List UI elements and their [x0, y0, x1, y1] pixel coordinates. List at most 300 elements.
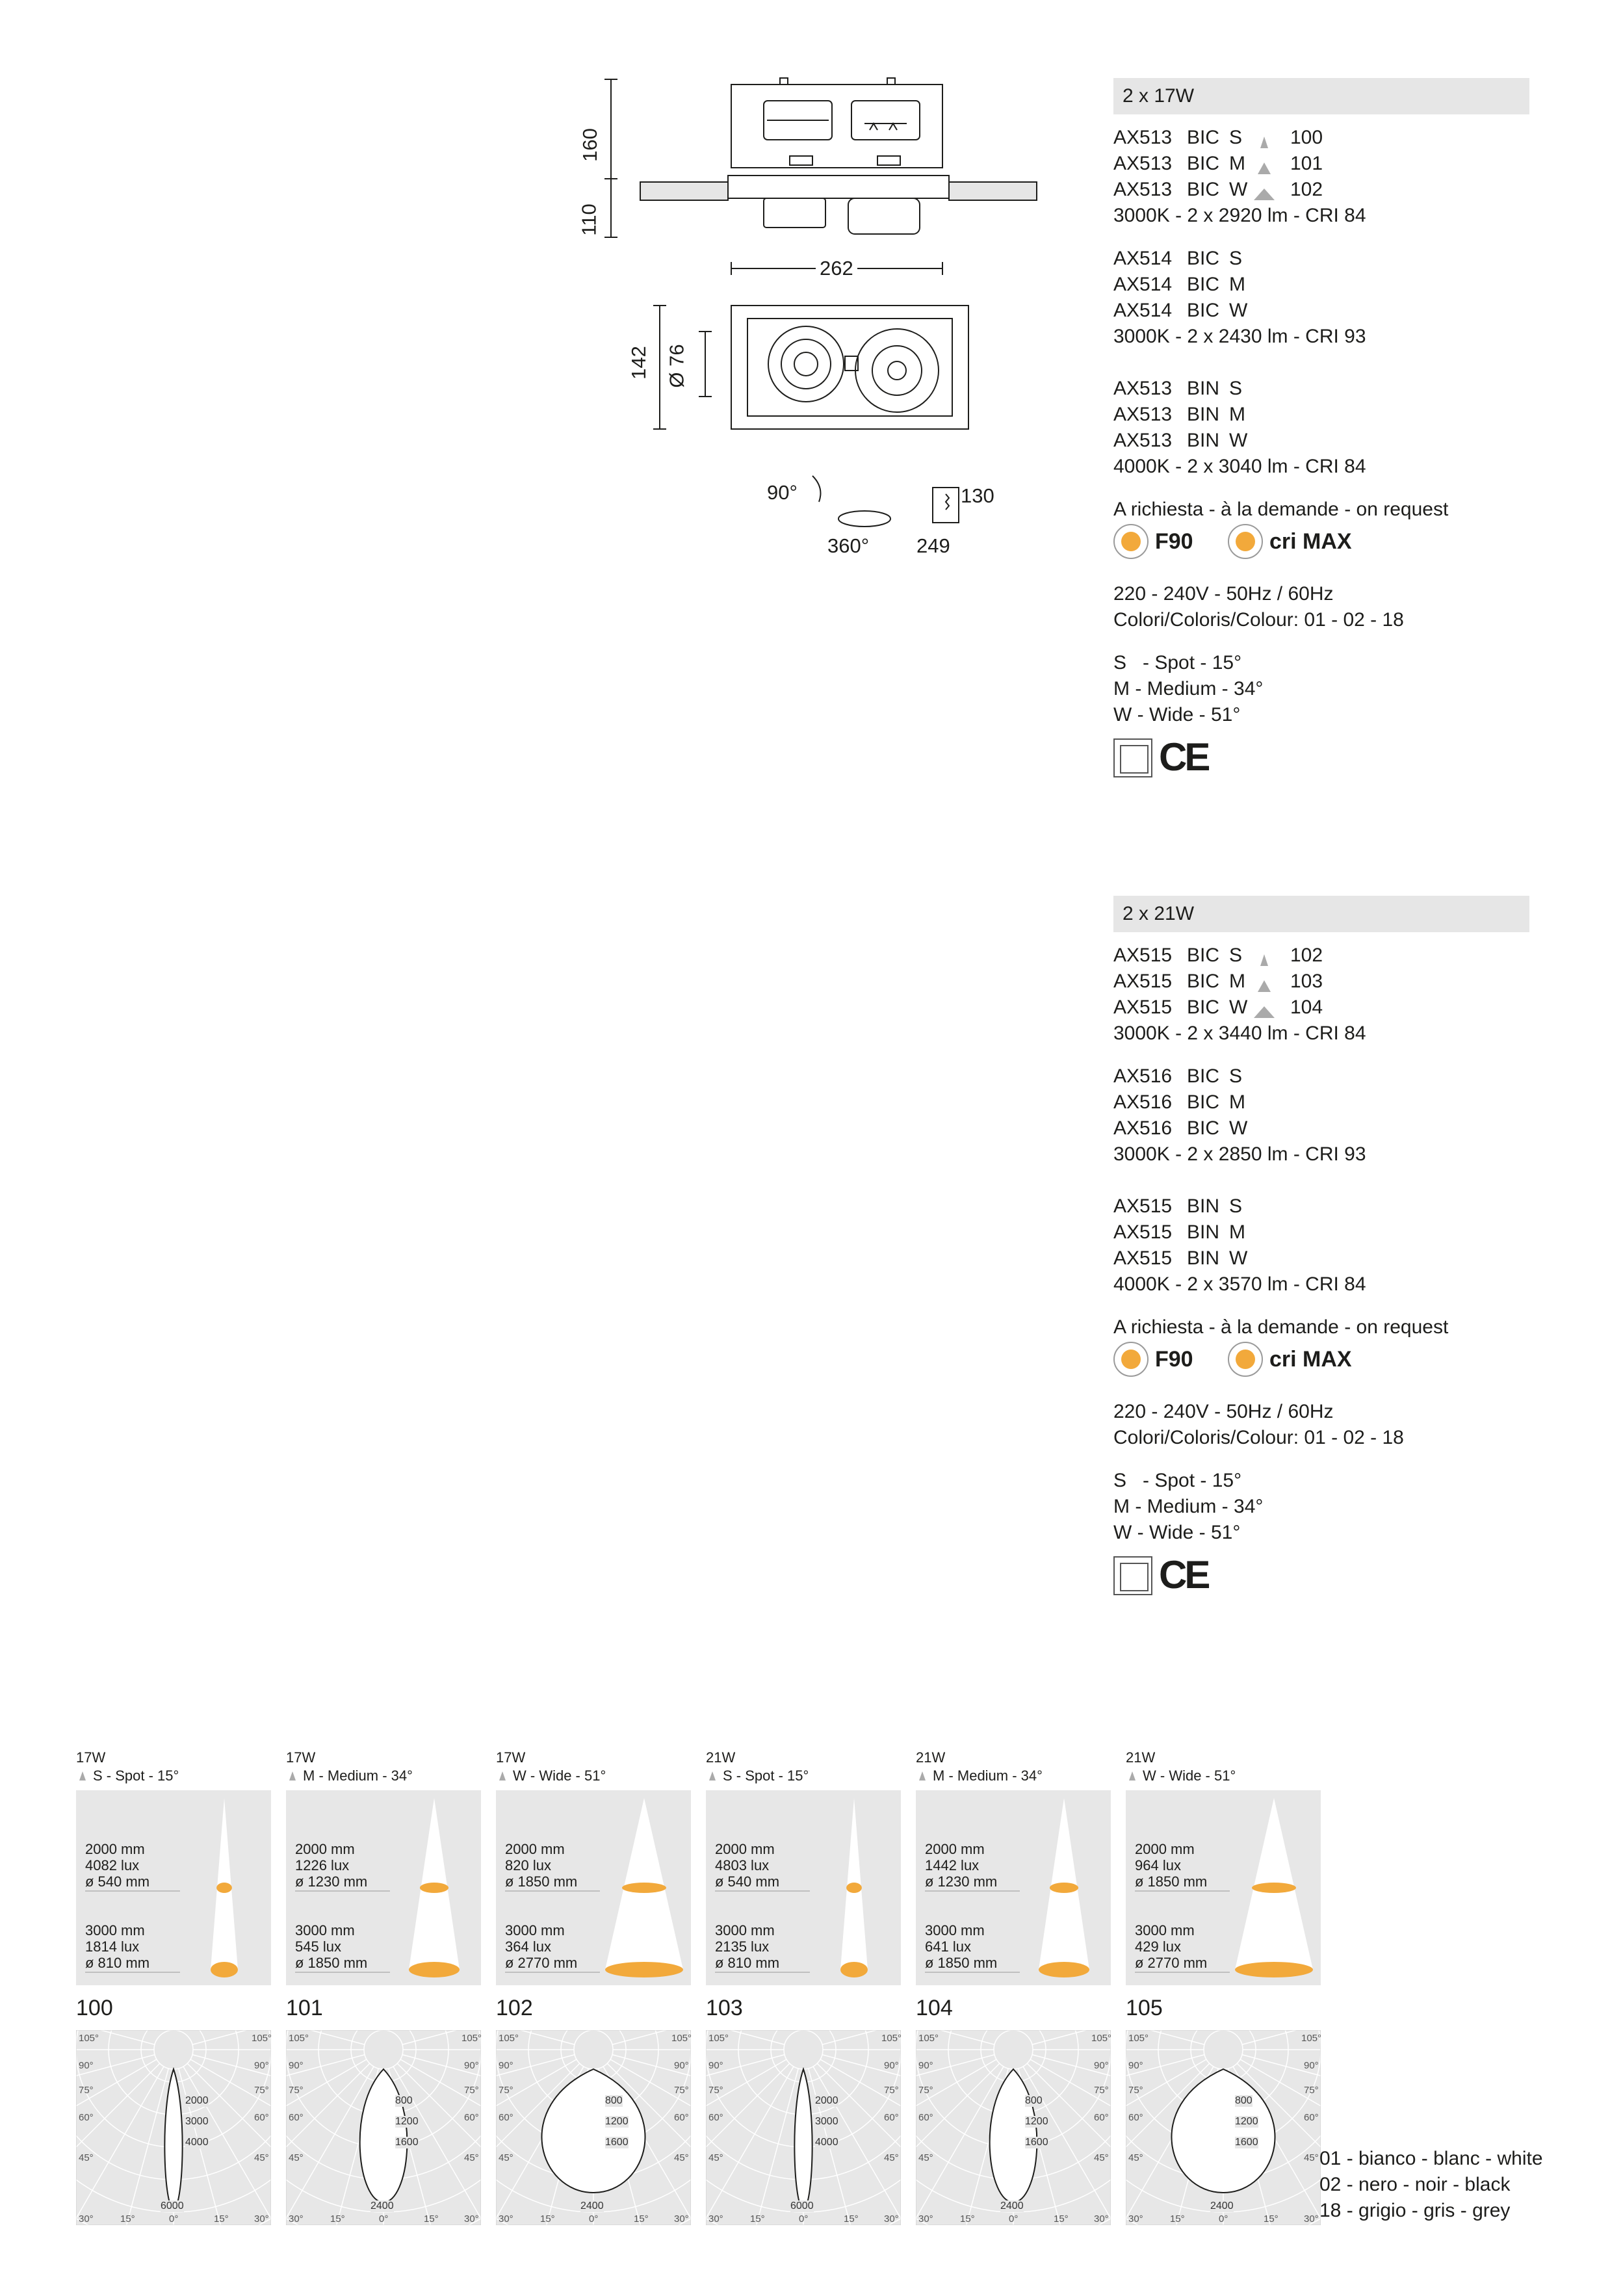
photometric-panel: [1126, 1749, 1322, 2224]
polar-angle-label: 60°: [674, 2112, 689, 2123]
finish: BIC: [1187, 274, 1220, 295]
polar-angle-label: 105°: [1091, 2033, 1112, 2044]
polar-grid: [496, 2030, 691, 2225]
polar-angle-label: 30°: [499, 2213, 513, 2224]
distance-1: 2000 mm: [295, 1841, 355, 1857]
colours-line: Colori/Coloris/Colour: 01 - 02 - 18: [1113, 609, 1404, 631]
spec-line: 3000K - 2 x 2850 lm - CRI 93: [1113, 1143, 1366, 1165]
polar-angle-label: 0°: [169, 2213, 179, 2224]
distance-1: 2000 mm: [715, 1841, 775, 1857]
polar-intensity-label: 1200: [1025, 2116, 1048, 2127]
beam-triangle-icon: [496, 1770, 513, 1782]
model-code: AX515: [1113, 997, 1173, 1018]
finish: BIC: [1187, 179, 1220, 200]
polar-angle-label: 30°: [1094, 2213, 1109, 2224]
polar-angle-label: 60°: [464, 2112, 479, 2123]
distance-2: 3000 mm: [1135, 1922, 1195, 1938]
polar-angle-label: 15°: [1170, 2213, 1185, 2224]
beam-diagram: [916, 1790, 1111, 1985]
model-code: AX516: [1113, 1091, 1173, 1113]
class-ii-icon: [1113, 1556, 1152, 1595]
panel-beam-label: S - Spot - 15°: [723, 1768, 809, 1784]
polar-angle-label: 45°: [918, 2152, 933, 2163]
polar-angle-label: 75°: [1304, 2085, 1319, 2096]
dim-diameter-76: Ø 76: [665, 344, 688, 388]
dim-cutout-w: 249: [916, 534, 950, 557]
model-row: [1113, 151, 1568, 177]
lux-2: 2135 lux: [715, 1938, 770, 1955]
panel-beam-label: M - Medium - 34°: [933, 1768, 1043, 1784]
polar-angle-label: 90°: [289, 2060, 304, 2071]
model-row: [1113, 1115, 1568, 1141]
polar-angle-label: 105°: [499, 2033, 519, 2044]
finish: BIC: [1187, 997, 1220, 1018]
ce-mark-icon: CE: [1159, 1553, 1208, 1597]
polar-angle-label: 45°: [674, 2152, 689, 2163]
colours-line: Colori/Coloris/Colour: 01 - 02 - 18: [1113, 1427, 1404, 1448]
beam: M: [1229, 153, 1245, 174]
polar-grid: [286, 2030, 481, 2225]
polar-diagram: [286, 2030, 481, 2225]
finish: BIN: [1187, 404, 1220, 425]
polar-intensity-label: 3000: [815, 2116, 838, 2127]
polar-diagram: [706, 2030, 901, 2225]
model-row: [1113, 246, 1568, 272]
photometric-ref: 104: [1290, 997, 1323, 1018]
panel-beam: [1126, 1767, 1321, 1785]
option-label: F90: [1155, 1347, 1193, 1372]
lux-2: 429 lux: [1135, 1938, 1181, 1955]
beam-spot: [840, 1962, 868, 1977]
polar-angle-label: 75°: [884, 2085, 899, 2096]
beam-spot: [216, 1883, 232, 1893]
finish: BIC: [1187, 1117, 1220, 1139]
beam: S: [1229, 1195, 1243, 1217]
polar-angle-label: 90°: [884, 2060, 899, 2071]
lux-1: 1226 lux: [295, 1857, 350, 1873]
polar-angle-label: 45°: [708, 2152, 723, 2163]
model-code: AX513: [1113, 179, 1173, 200]
lux-1: 4803 lux: [715, 1857, 770, 1873]
model-row: [1113, 402, 1568, 428]
diameter-1: ø 1850 mm: [1135, 1873, 1208, 1890]
spec-line: 3000K - 2 x 2430 lm - CRI 93: [1113, 326, 1366, 347]
polar-angle-label: 15°: [1264, 2213, 1279, 2224]
colour-code: 18 - grigio - gris - grey: [1319, 2200, 1511, 2221]
polar-angle-label: 30°: [79, 2213, 94, 2224]
polar-angle-label: 75°: [918, 2085, 933, 2096]
polar-angle-label: 30°: [464, 2213, 479, 2224]
beam-diagram: [76, 1790, 271, 1985]
lux-1: 820 lux: [505, 1857, 551, 1873]
polar-angle-label: 75°: [499, 2085, 513, 2096]
certifications: [1113, 728, 1568, 783]
polar-angle-label: 30°: [708, 2213, 723, 2224]
model-code: AX515: [1113, 971, 1173, 992]
polar-angle-label: 0°: [589, 2213, 599, 2224]
polar-angle-label: 60°: [79, 2112, 94, 2123]
specs-2x17w: [1113, 125, 1568, 783]
beam-legend: S - Spot - 15°: [1113, 652, 1242, 673]
model-code: AX514: [1113, 248, 1173, 269]
polar-angle-label: 105°: [708, 2033, 729, 2044]
model-row: [1113, 995, 1568, 1021]
panel-beam: [286, 1767, 481, 1785]
polar-angle-label: 45°: [499, 2152, 513, 2163]
polar-diagram: [916, 2030, 1111, 2225]
polar-angle-label: 90°: [708, 2060, 723, 2071]
photometric-number: 100: [76, 1996, 113, 2020]
polar-angle-label: 90°: [674, 2060, 689, 2071]
polar-angle-label: 30°: [289, 2213, 304, 2224]
options-row: [1113, 523, 1568, 564]
polar-angle-label: 60°: [918, 2112, 933, 2123]
polar-angle-label: 75°: [708, 2085, 723, 2096]
intensity-curve: [990, 2069, 1037, 2202]
beam: M: [1229, 274, 1245, 295]
technical-drawing: [559, 65, 1053, 572]
photometric-panel: [286, 1749, 482, 2224]
voltage-line: 220 - 240V - 50Hz / 60Hz: [1113, 1401, 1334, 1422]
polar-angle-label: 45°: [79, 2152, 94, 2163]
panel-watt: 21W: [706, 1749, 736, 1766]
polar-intensity-label: 1200: [605, 2116, 629, 2127]
polar-intensity-label: 3000: [185, 2116, 209, 2127]
photometric-panel: [496, 1749, 692, 2224]
lux-2: 364 lux: [505, 1938, 551, 1955]
beam-legend: M - Medium - 34°: [1113, 1496, 1264, 1517]
finish: BIN: [1187, 1247, 1220, 1269]
model-code: AX516: [1113, 1065, 1173, 1087]
beam-triangle-icon: [706, 1770, 723, 1782]
polar-angle-label: 45°: [1304, 2152, 1319, 2163]
model-code: AX515: [1113, 1247, 1173, 1269]
beam: W: [1229, 997, 1248, 1018]
polar-angle-label: 60°: [884, 2112, 899, 2123]
dim-tilt: 90°: [767, 481, 798, 504]
specs-2x21w: [1113, 943, 1568, 1600]
beam: M: [1229, 971, 1245, 992]
polar-diagram: [496, 2030, 691, 2225]
dim-rotation: 360°: [827, 534, 870, 557]
option-cri-max: [1228, 524, 1352, 559]
polar-grid: [76, 2030, 271, 2225]
orange-dot-icon: [1113, 524, 1149, 559]
polar-angle-label: 15°: [844, 2213, 859, 2224]
panel-beam-label: W - Wide - 51°: [1143, 1768, 1236, 1784]
photometric-number: 102: [496, 1996, 533, 2020]
polar-grid: [706, 2030, 901, 2225]
lux-2: 641 lux: [925, 1938, 971, 1955]
polar-angle-label: 75°: [1128, 2085, 1143, 2096]
polar-angle-label: 60°: [289, 2112, 304, 2123]
finish: BIC: [1187, 248, 1220, 269]
polar-angle-label: 90°: [499, 2060, 513, 2071]
beam-spot: [420, 1883, 448, 1893]
model-row: [1113, 943, 1568, 969]
beam-spot: [1039, 1962, 1089, 1977]
polar-angle-label: 75°: [254, 2085, 269, 2096]
beam-legend: M - Medium - 34°: [1113, 678, 1264, 699]
model-row: [1113, 1089, 1568, 1115]
model-row: [1113, 1220, 1568, 1246]
model-row: [1113, 125, 1568, 151]
beam-spot: [1050, 1883, 1078, 1893]
model-code: AX515: [1113, 945, 1173, 966]
model-code: AX514: [1113, 274, 1173, 295]
polar-angle-label: 90°: [254, 2060, 269, 2071]
orange-dot-icon: [1228, 1342, 1263, 1377]
distance-2: 3000 mm: [715, 1922, 775, 1938]
polar-diagram: [76, 2030, 271, 2225]
polar-grid: [916, 2030, 1111, 2225]
panel-watt: 17W: [496, 1749, 526, 1766]
distance-2: 3000 mm: [505, 1922, 565, 1938]
polar-angle-label: 60°: [499, 2112, 513, 2123]
model-row: [1113, 1194, 1568, 1220]
polar-grid: [1126, 2030, 1321, 2225]
polar-angle-label: 75°: [674, 2085, 689, 2096]
option-f90: [1113, 1342, 1193, 1377]
intensity-curve: [360, 2069, 408, 2202]
polar-intensity-label: 6000: [161, 2200, 184, 2211]
photometric-number: 104: [916, 1996, 953, 2020]
model-code: AX513: [1113, 153, 1173, 174]
polar-intensity-label: 2000: [185, 2095, 209, 2106]
polar-angle-label: 30°: [918, 2213, 933, 2224]
polar-intensity-label: 2400: [370, 2200, 394, 2211]
beam: S: [1229, 945, 1243, 966]
polar-angle-label: 0°: [1009, 2213, 1019, 2224]
intensity-curve: [541, 2069, 645, 2193]
polar-intensity-label: 1600: [1025, 2137, 1048, 2148]
polar-angle-label: 30°: [1304, 2213, 1319, 2224]
polar-angle-label: 45°: [289, 2152, 304, 2163]
polar-intensity-label: 6000: [790, 2200, 814, 2211]
panel-beam: [706, 1767, 901, 1785]
photometric-number: 103: [706, 1996, 743, 2020]
photometric-number: 105: [1126, 1996, 1163, 2020]
polar-angle-label: 15°: [540, 2213, 555, 2224]
finish: BIC: [1187, 945, 1220, 966]
photometric-ref: 102: [1290, 945, 1323, 966]
colour-codes: [1319, 2146, 1543, 2224]
polar-angle-label: 30°: [674, 2213, 689, 2224]
certifications: [1113, 1546, 1568, 1600]
model-row: [1113, 969, 1568, 995]
polar-angle-label: 30°: [254, 2213, 269, 2224]
beam: W: [1229, 1117, 1248, 1139]
panel-watt: 17W: [286, 1749, 316, 1766]
polar-angle-label: 15°: [330, 2213, 345, 2224]
polar-angle-label: 105°: [252, 2033, 272, 2044]
beam-legend: W - Wide - 51°: [1113, 704, 1241, 725]
spec-line: 4000K - 2 x 3570 lm - CRI 84: [1113, 1273, 1366, 1295]
option-label: F90: [1155, 529, 1193, 554]
polar-intensity-label: 1600: [1235, 2137, 1258, 2148]
polar-angle-label: 0°: [379, 2213, 389, 2224]
polar-diagram: [1126, 2030, 1321, 2225]
polar-intensity-label: 2000: [815, 2095, 838, 2106]
polar-angle-label: 60°: [1304, 2112, 1319, 2123]
polar-angle-label: 105°: [918, 2033, 939, 2044]
model-code: AX513: [1113, 430, 1173, 451]
panel-beam: [496, 1767, 691, 1785]
polar-intensity-label: 4000: [185, 2137, 209, 2148]
finish: BIC: [1187, 1065, 1220, 1087]
polar-angle-label: 60°: [1128, 2112, 1143, 2123]
dim-142: 142: [627, 346, 650, 380]
finish: BIN: [1187, 378, 1220, 399]
polar-angle-label: 45°: [254, 2152, 269, 2163]
beam-spot: [409, 1962, 460, 1977]
lux-2: 1814 lux: [85, 1938, 140, 1955]
finish: BIC: [1187, 1091, 1220, 1113]
polar-intensity-label: 800: [395, 2095, 413, 2106]
polar-angle-label: 15°: [120, 2213, 135, 2224]
polar-angle-label: 45°: [884, 2152, 899, 2163]
section-header-2x17w: 2 x 17W: [1113, 78, 1529, 114]
photometric-panel: [76, 1749, 272, 2224]
polar-angle-label: 75°: [289, 2085, 304, 2096]
beam-diagram: [706, 1790, 901, 1985]
beam-spot: [1252, 1883, 1296, 1893]
ce-mark-icon: CE: [1159, 735, 1208, 779]
distance-2: 3000 mm: [85, 1922, 145, 1938]
distance-2: 3000 mm: [295, 1922, 355, 1938]
lux-2: 545 lux: [295, 1938, 341, 1955]
beam-triangle-icon: [76, 1770, 93, 1782]
intensity-curve: [164, 2069, 182, 2209]
diameter-2: ø 2770 mm: [1135, 1955, 1208, 1971]
polar-angle-label: 90°: [1304, 2060, 1319, 2071]
diameter-2: ø 2770 mm: [505, 1955, 578, 1971]
polar-angle-label: 105°: [461, 2033, 482, 2044]
model-code: AX513: [1113, 127, 1173, 148]
model-code: AX514: [1113, 300, 1173, 321]
polar-angle-label: 15°: [1054, 2213, 1069, 2224]
request-line: A richiesta - à la demande - on request: [1113, 499, 1449, 520]
model-code: AX513: [1113, 404, 1173, 425]
finish: BIC: [1187, 300, 1220, 321]
model-code: AX516: [1113, 1117, 1173, 1139]
model-row: [1113, 428, 1568, 454]
model-row: [1113, 376, 1568, 402]
beam: W: [1229, 430, 1248, 451]
beam-legend: S - Spot - 15°: [1113, 1470, 1242, 1491]
polar-angle-label: 45°: [1094, 2152, 1109, 2163]
polar-angle-label: 60°: [254, 2112, 269, 2123]
panel-beam-label: W - Wide - 51°: [513, 1768, 606, 1784]
colour-code: 02 - nero - noir - black: [1319, 2174, 1511, 2195]
beam: W: [1229, 1247, 1248, 1269]
beam: M: [1229, 1091, 1245, 1113]
polar-angle-label: 105°: [79, 2033, 99, 2044]
photometric-ref: 100: [1290, 127, 1323, 148]
distance-2: 3000 mm: [925, 1922, 985, 1938]
beam-diagram: [1126, 1790, 1321, 1985]
polar-angle-label: 105°: [1301, 2033, 1322, 2044]
polar-intensity-label: 4000: [815, 2137, 838, 2148]
diameter-1: ø 540 mm: [715, 1873, 780, 1890]
photometric-ref: 101: [1290, 153, 1323, 174]
polar-intensity-label: 1600: [395, 2137, 419, 2148]
polar-angle-label: 15°: [960, 2213, 975, 2224]
beam-spot: [622, 1883, 666, 1893]
photometric-number: 101: [286, 1996, 323, 2020]
polar-angle-label: 90°: [79, 2060, 94, 2071]
polar-angle-label: 15°: [750, 2213, 765, 2224]
beam: W: [1229, 179, 1248, 200]
diameter-1: ø 540 mm: [85, 1873, 150, 1890]
beam-legend: W - Wide - 51°: [1113, 1522, 1241, 1543]
beam: M: [1229, 404, 1245, 425]
intensity-curve: [1171, 2069, 1275, 2193]
polar-intensity-label: 2400: [1000, 2200, 1024, 2211]
panel-beam-label: S - Spot - 15°: [93, 1768, 179, 1784]
photometric-panel: [916, 1749, 1112, 2224]
model-code: AX515: [1113, 1195, 1173, 1217]
polar-intensity-label: 2400: [1210, 2200, 1234, 2211]
polar-angle-label: 15°: [634, 2213, 649, 2224]
diameter-2: ø 810 mm: [85, 1955, 150, 1971]
polar-angle-label: 105°: [1128, 2033, 1149, 2044]
model-row: [1113, 1246, 1568, 1272]
dim-110: 110: [577, 203, 601, 236]
lux-1: 1442 lux: [925, 1857, 980, 1873]
polar-intensity-label: 800: [1235, 2095, 1253, 2106]
beam-triangle-icon: [916, 1770, 933, 1782]
polar-intensity-label: 1200: [395, 2116, 419, 2127]
spec-line: 3000K - 2 x 2920 lm - CRI 84: [1113, 205, 1366, 226]
spec-line: 4000K - 2 x 3040 lm - CRI 84: [1113, 456, 1366, 477]
request-line: A richiesta - à la demande - on request: [1113, 1316, 1449, 1338]
model-code: AX513: [1113, 378, 1173, 399]
beam: S: [1229, 127, 1243, 148]
panel-watt: 17W: [76, 1749, 106, 1766]
colour-code: 01 - bianco - blanc - white: [1319, 2148, 1543, 2169]
voltage-line: 220 - 240V - 50Hz / 60Hz: [1113, 583, 1334, 605]
options-row: [1113, 1340, 1568, 1382]
dim-160: 160: [578, 128, 601, 162]
polar-angle-label: 105°: [881, 2033, 902, 2044]
photometric-ref: 102: [1290, 179, 1323, 200]
diameter-2: ø 1850 mm: [925, 1955, 998, 1971]
lux-1: 4082 lux: [85, 1857, 140, 1873]
option-cri-max: [1228, 1342, 1352, 1377]
polar-angle-label: 60°: [708, 2112, 723, 2123]
beam-spot: [605, 1962, 683, 1977]
polar-angle-label: 0°: [799, 2213, 809, 2224]
orange-dot-icon: [1228, 524, 1263, 559]
finish: BIC: [1187, 127, 1220, 148]
distance-1: 2000 mm: [1135, 1841, 1195, 1857]
model-code: AX515: [1113, 1221, 1173, 1243]
dim-cutout-h: 130: [961, 484, 994, 507]
photometric-panel: [706, 1749, 902, 2224]
polar-intensity-label: 800: [605, 2095, 623, 2106]
photometric-ref: 103: [1290, 971, 1323, 992]
polar-angle-label: 75°: [1094, 2085, 1109, 2096]
spec-line: 3000K - 2 x 3440 lm - CRI 84: [1113, 1023, 1366, 1044]
beam: M: [1229, 1221, 1245, 1243]
polar-angle-label: 30°: [884, 2213, 899, 2224]
beam: W: [1229, 300, 1248, 321]
option-label: cri MAX: [1269, 1347, 1352, 1372]
polar-angle-label: 75°: [79, 2085, 94, 2096]
model-row: [1113, 272, 1568, 298]
beam-diagram: [286, 1790, 481, 1985]
